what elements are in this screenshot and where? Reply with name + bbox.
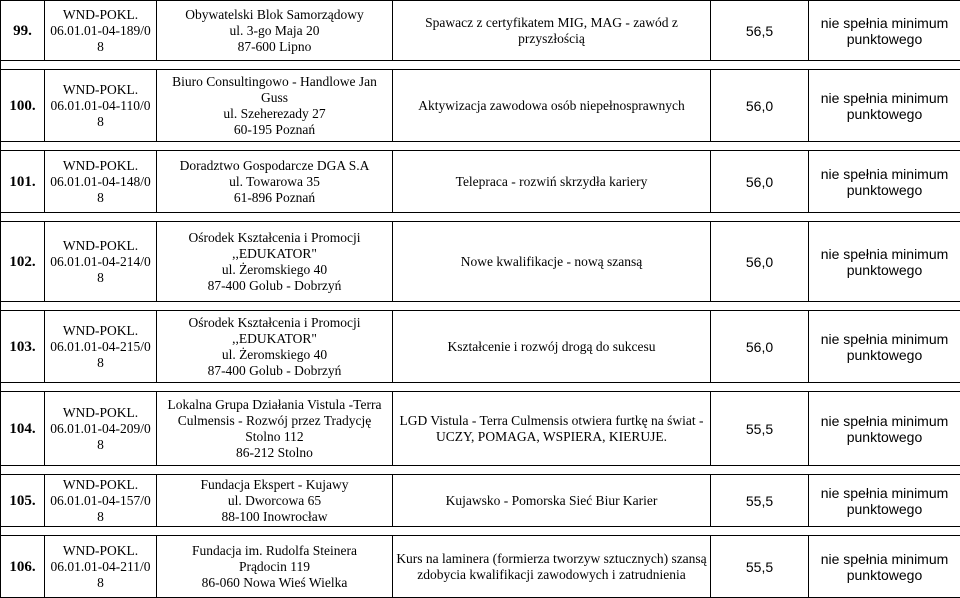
- row-number: 105.: [1, 475, 45, 527]
- table-row: [1, 70, 960, 142]
- row-gap: [1, 466, 960, 475]
- project-title: LGD Vistula - Terra Culmensis otwiera furtkę na świat - UCZY, POMAGA, WSPIERA, KIERUJE.: [393, 392, 711, 466]
- applicant-line: Prądocin 119: [159, 559, 390, 575]
- application-number-line: WND-POKL.: [47, 543, 154, 559]
- row-gap: [1, 142, 960, 151]
- points-score: 56,0: [711, 222, 809, 302]
- application-number: [45, 536, 157, 598]
- application-number: [45, 1, 157, 61]
- application-number-line: 8: [47, 355, 154, 371]
- application-number-line: 8: [47, 39, 154, 55]
- row-separator: [1, 383, 960, 392]
- applicant-line: ul. Żeromskiego 40: [159, 347, 390, 363]
- application-number-line: 06.01.01-04-148/0: [47, 174, 154, 190]
- application-number-line: 06.01.01-04-211/0: [47, 559, 154, 575]
- row-gap: [1, 527, 960, 536]
- ranking-table-body: [1, 1, 960, 598]
- application-number: [45, 475, 157, 527]
- applicant-line: Lokalna Grupa Działania Vistula -Terra Culmensis - Rozwój przez Tradycję: [159, 397, 390, 429]
- project-title: Kształcenie i rozwój drogą do sukcesu: [393, 311, 711, 383]
- application-number-line: WND-POKL.: [47, 82, 154, 98]
- applicant-line: ul. Szeherezady 27: [159, 106, 390, 122]
- project-title: Aktywizacja zawodowa osób niepełnosprawnych: [393, 70, 711, 142]
- application-number-line: 06.01.01-04-189/0: [47, 23, 154, 39]
- table-row: [1, 311, 960, 383]
- application-number-line: WND-POKL.: [47, 323, 154, 339]
- application-number-line: WND-POKL.: [47, 238, 154, 254]
- row-gap: [1, 61, 960, 70]
- table-row: [1, 536, 960, 598]
- application-number-line: WND-POKL.: [47, 477, 154, 493]
- row-separator: [1, 466, 960, 475]
- project-title: Spawacz z certyfikatem MIG, MAG - zawód z przyszłością: [393, 1, 711, 61]
- application-number: [45, 222, 157, 302]
- application-number-line: 06.01.01-04-215/0: [47, 339, 154, 355]
- applicant-line: 88-100 Inowrocław: [159, 509, 390, 525]
- applicant: [157, 222, 393, 302]
- applicant-line: ul. 3-go Maja 20: [159, 23, 390, 39]
- application-number: [45, 70, 157, 142]
- points-score: 56,0: [711, 311, 809, 383]
- applicant-line: 60-195 Poznań: [159, 122, 390, 138]
- status-text: nie spełnia minimum punktowego: [809, 536, 960, 598]
- application-number-line: 8: [47, 509, 154, 525]
- status-text: nie spełnia minimum punktowego: [809, 151, 960, 213]
- table-row: [1, 222, 960, 302]
- row-number: 99.: [1, 1, 45, 61]
- points-score: 56,0: [711, 151, 809, 213]
- status-text: nie spełnia minimum punktowego: [809, 475, 960, 527]
- application-number: [45, 392, 157, 466]
- table-row: [1, 1, 960, 61]
- applicant-line: 87-600 Lipno: [159, 39, 390, 55]
- status-text: nie spełnia minimum punktowego: [809, 70, 960, 142]
- points-score: 56,5: [711, 1, 809, 61]
- row-gap: [1, 213, 960, 222]
- row-separator: [1, 527, 960, 536]
- application-number-line: WND-POKL.: [47, 158, 154, 174]
- applicant-line: ul. Dworcowa 65: [159, 493, 390, 509]
- status-text: nie spełnia minimum punktowego: [809, 311, 960, 383]
- points-score: 55,5: [711, 536, 809, 598]
- applicant-line: 87-400 Golub - Dobrzyń: [159, 278, 390, 294]
- row-gap: [1, 302, 960, 311]
- row-number: 100.: [1, 70, 45, 142]
- row-number: 106.: [1, 536, 45, 598]
- project-title: Nowe kwalifikacje - nową szansą: [393, 222, 711, 302]
- applicant-line: Doradztwo Gospodarcze DGA S.A: [159, 158, 390, 174]
- application-number-line: WND-POKL.: [47, 7, 154, 23]
- applicant-line: 86-212 Stolno: [159, 445, 390, 461]
- application-number-line: 06.01.01-04-209/0: [47, 421, 154, 437]
- project-title: Kujawsko - Pomorska Sieć Biur Karier: [393, 475, 711, 527]
- application-number-line: 8: [47, 190, 154, 206]
- applicant-line: 86-060 Nowa Wieś Wielka: [159, 575, 390, 591]
- table-row: [1, 475, 960, 527]
- applicant: [157, 151, 393, 213]
- applicant-line: Ośrodek Kształcenia i Promocji ,,EDUKATOR": [159, 315, 390, 347]
- row-separator: [1, 61, 960, 70]
- applicant-line: ul. Żeromskiego 40: [159, 262, 390, 278]
- application-number-line: 06.01.01-04-110/0: [47, 98, 154, 114]
- project-title: Telepraca - rozwiń skrzydła kariery: [393, 151, 711, 213]
- row-separator: [1, 213, 960, 222]
- row-separator: [1, 142, 960, 151]
- applicant: [157, 1, 393, 61]
- applicant-line: ul. Towarowa 35: [159, 174, 390, 190]
- application-number-line: 8: [47, 437, 154, 453]
- application-number-line: 06.01.01-04-214/0: [47, 254, 154, 270]
- applicant: [157, 536, 393, 598]
- status-text: nie spełnia minimum punktowego: [809, 392, 960, 466]
- applicant-line: Fundacja im. Rudolfa Steinera: [159, 543, 390, 559]
- table-row: [1, 392, 960, 466]
- applicant: [157, 392, 393, 466]
- row-number: 102.: [1, 222, 45, 302]
- status-text: nie spełnia minimum punktowego: [809, 1, 960, 61]
- applicant-line: Obywatelski Blok Samorządowy: [159, 7, 390, 23]
- application-number: [45, 151, 157, 213]
- points-score: 55,5: [711, 392, 809, 466]
- points-score: 55,5: [711, 475, 809, 527]
- application-number-line: 8: [47, 270, 154, 286]
- row-gap: [1, 383, 960, 392]
- application-number-line: 06.01.01-04-157/0: [47, 493, 154, 509]
- applicant: [157, 70, 393, 142]
- applicant: [157, 311, 393, 383]
- row-number: 103.: [1, 311, 45, 383]
- row-separator: [1, 302, 960, 311]
- applicant-line: Biuro Consultingowo - Handlowe Jan Guss: [159, 74, 390, 106]
- applicant-line: 87-400 Golub - Dobrzyń: [159, 363, 390, 379]
- application-number: [45, 311, 157, 383]
- status-text: nie spełnia minimum punktowego: [809, 222, 960, 302]
- row-number: 101.: [1, 151, 45, 213]
- application-number-line: 8: [47, 114, 154, 130]
- table-row: [1, 151, 960, 213]
- points-score: 56,0: [711, 70, 809, 142]
- project-title: Kurs na laminera (formierza tworzyw sztucznych) szansą zdobycia kwalifikacji zawodowych i zatrudnienia: [393, 536, 711, 598]
- applicant-line: Stolno 112: [159, 429, 390, 445]
- applicant: [157, 475, 393, 527]
- application-number-line: WND-POKL.: [47, 405, 154, 421]
- applicant-line: Fundacja Ekspert - Kujawy: [159, 477, 390, 493]
- application-number-line: 8: [47, 575, 154, 591]
- applicant-line: 61-896 Poznań: [159, 190, 390, 206]
- applicant-line: Ośrodek Kształcenia i Promocji ,,EDUKATOR": [159, 230, 390, 262]
- row-number: 104.: [1, 392, 45, 466]
